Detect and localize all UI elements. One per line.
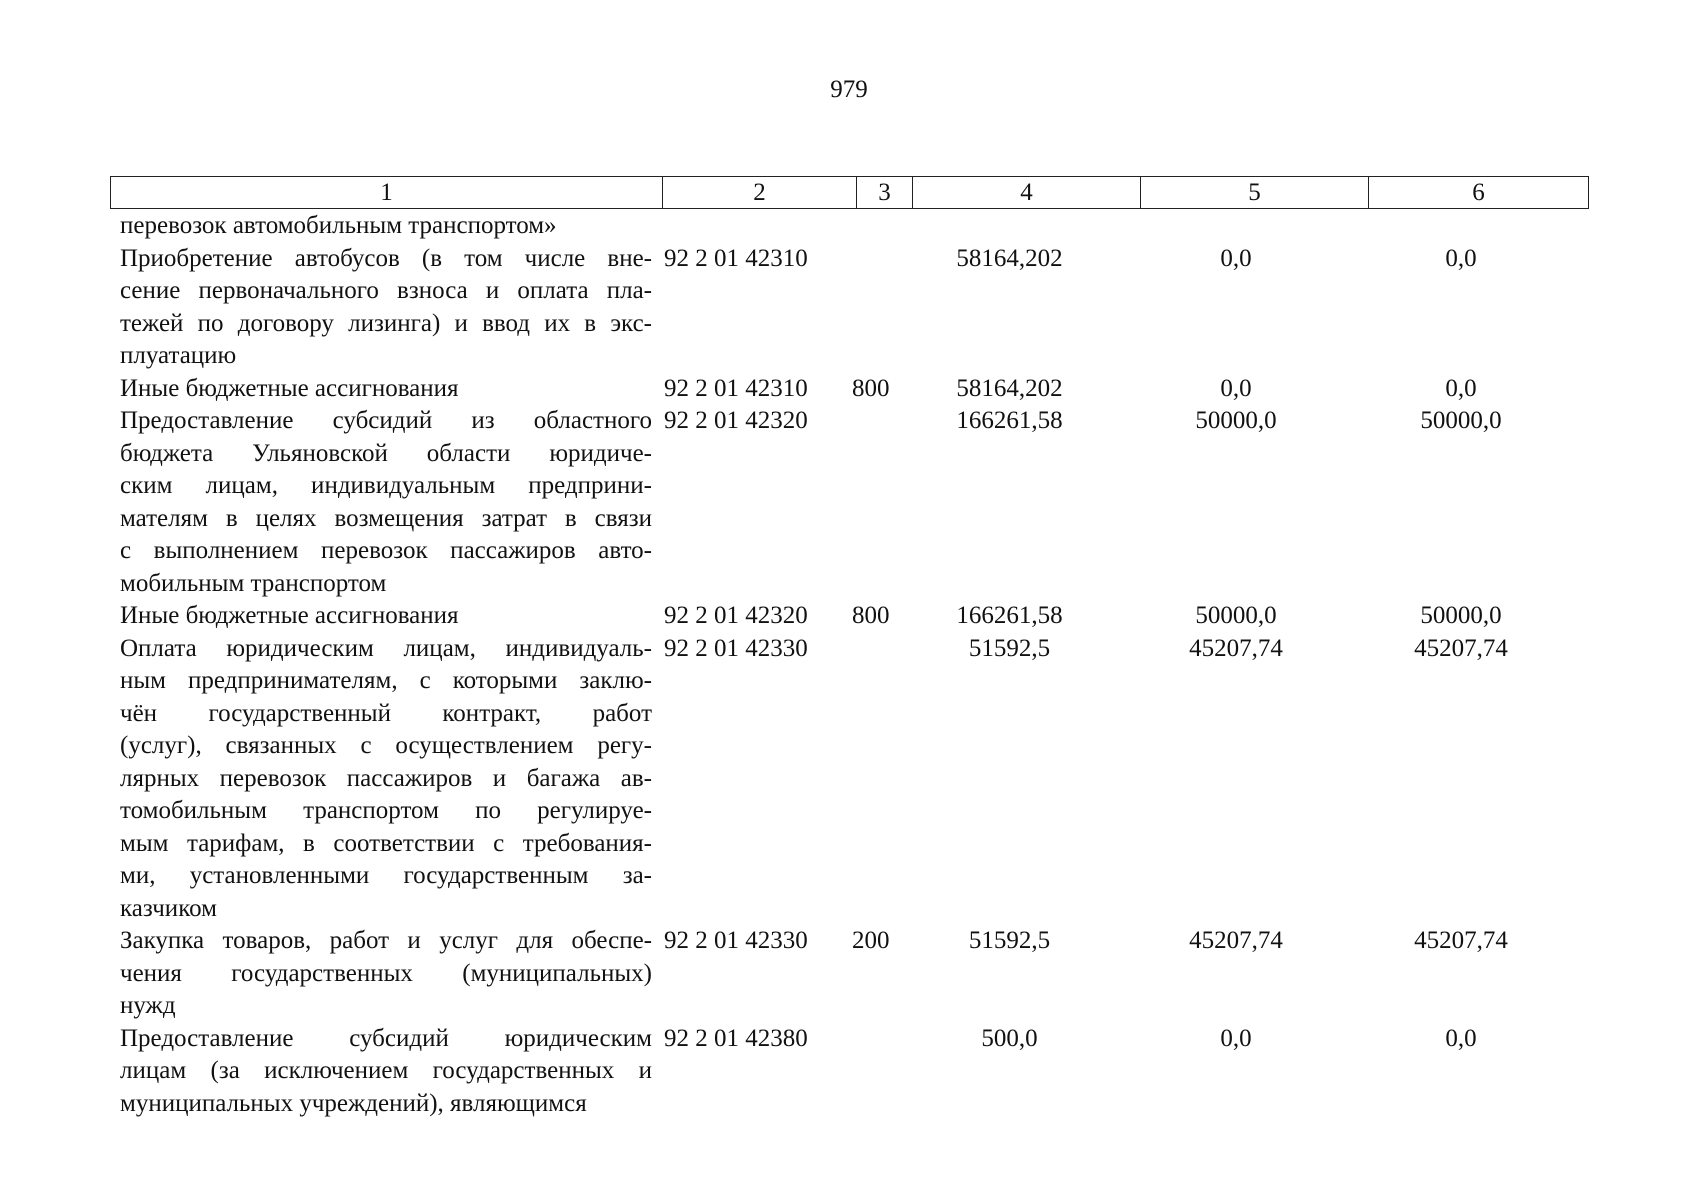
table-row (120, 1023, 1588, 1121)
row-description (120, 405, 652, 600)
table-row (120, 633, 1588, 926)
description-line: плуатацию (120, 342, 237, 369)
row-description (120, 600, 652, 633)
row-value-col4: 166261,58 (956, 407, 1063, 434)
description-line: муниципальных учреждений), являющимся (120, 1089, 587, 1117)
column-header-3: 3 (857, 177, 913, 209)
row-description (120, 373, 652, 406)
column-header-4: 4 (913, 177, 1141, 209)
row-value-col4: 51592,5 (968, 927, 1051, 954)
row-code: 92 2 01 42310 (664, 244, 808, 272)
description-line: Иные бюджетные ассигнования (120, 602, 459, 629)
row-value-col4: 500,0 (981, 1024, 1038, 1052)
table-row (120, 925, 1588, 1023)
description-line: тежей по договору лизинга) и ввод их в экс- (120, 309, 652, 337)
row-value-col5: 50000,0 (1195, 602, 1277, 629)
table-header-row (110, 176, 1589, 209)
description-line: ми, установленными государственным за- (120, 862, 652, 889)
column-header-2: 2 (663, 177, 857, 209)
row-expense-type: 800 (852, 602, 890, 629)
row-value-col4: 58164,202 (956, 244, 1063, 272)
row-description (120, 925, 652, 1023)
description-line: томобильным транспортом по регулируе- (120, 797, 652, 824)
row-description (120, 210, 652, 243)
description-line: ным предпринимателям, с которыми заклю- (120, 667, 652, 694)
row-description (120, 1023, 652, 1121)
description-line: мобильным транспортом (120, 569, 387, 597)
page-number: 979 (830, 76, 868, 103)
table-row (120, 373, 1588, 406)
description-line: перевозок автомобильным транспортом» (120, 212, 557, 239)
row-value-col5: 45207,74 (1189, 634, 1283, 662)
row-value-col5: 0,0 (1220, 244, 1252, 272)
description-line: нужд (120, 992, 176, 1019)
row-value-col6: 50000,0 (1420, 602, 1502, 629)
row-value-col5: 50000,0 (1195, 407, 1277, 434)
row-code: 92 2 01 42310 (664, 374, 808, 402)
description-line: с выполнением перевозок пассажиров авто- (120, 537, 652, 564)
column-header-6: 6 (1369, 177, 1589, 209)
row-value-col6: 0,0 (1445, 244, 1477, 272)
column-header-5: 5 (1141, 177, 1369, 209)
table-body (120, 210, 1588, 1120)
row-code: 92 2 01 42330 (664, 634, 808, 662)
table-row (120, 600, 1588, 633)
row-value-col5: 0,0 (1220, 374, 1252, 402)
description-line: (услуг), связанных с осуществлением регу- (120, 732, 652, 759)
description-line: лицам (за исключением государственных и (120, 1057, 652, 1084)
row-expense-type: 800 (852, 374, 890, 402)
row-value-col6: 45207,74 (1414, 634, 1508, 662)
description-line: Закупка товаров, работ и услуг для обеспе- (120, 927, 652, 954)
row-expense-type: 200 (852, 927, 890, 954)
row-code: 92 2 01 42320 (664, 602, 808, 629)
description-line: Предоставление субсидий юридическим (120, 1024, 652, 1052)
row-value-col5: 0,0 (1220, 1024, 1252, 1052)
description-line: чения государственных (муниципальных) (120, 959, 652, 987)
row-description (120, 633, 652, 926)
description-line: ским лицам, индивидуальным предприни- (120, 472, 652, 499)
description-line: мателям в целях возмещения затрат в связи (120, 504, 652, 532)
row-code: 92 2 01 42330 (664, 927, 808, 954)
row-description (120, 243, 652, 373)
row-value-col4: 166261,58 (956, 602, 1063, 629)
description-line: чён государственный контракт, работ (120, 699, 652, 727)
row-value-col6: 45207,74 (1414, 927, 1508, 954)
description-line: сение первоначального взноса и оплата пла- (120, 277, 652, 304)
table-row (120, 210, 1588, 243)
description-line: Предоставление субсидий из областного (120, 407, 652, 434)
table-row (120, 243, 1588, 373)
row-code: 92 2 01 42380 (664, 1024, 808, 1052)
description-line: лярных перевозок пассажиров и багажа ав- (120, 764, 652, 792)
description-line: Приобретение автобусов (в том числе вне- (120, 244, 652, 272)
description-line: Иные бюджетные ассигнования (120, 374, 459, 402)
column-header-1: 1 (111, 177, 663, 209)
row-value-col5: 45207,74 (1189, 927, 1283, 954)
description-line: Оплата юридическим лицам, индивидуаль- (120, 634, 652, 662)
description-line: бюджета Ульяновской области юридиче- (120, 439, 652, 467)
description-line: казчиком (120, 894, 217, 922)
table-row (120, 405, 1588, 600)
row-value-col6: 0,0 (1445, 1024, 1477, 1052)
row-code: 92 2 01 42320 (664, 407, 808, 434)
description-line: мым тарифам, в соответствии с требования- (120, 829, 652, 857)
row-value-col6: 50000,0 (1420, 407, 1502, 434)
row-value-col4: 51592,5 (968, 634, 1051, 662)
row-value-col4: 58164,202 (956, 374, 1063, 402)
row-value-col6: 0,0 (1445, 374, 1477, 402)
